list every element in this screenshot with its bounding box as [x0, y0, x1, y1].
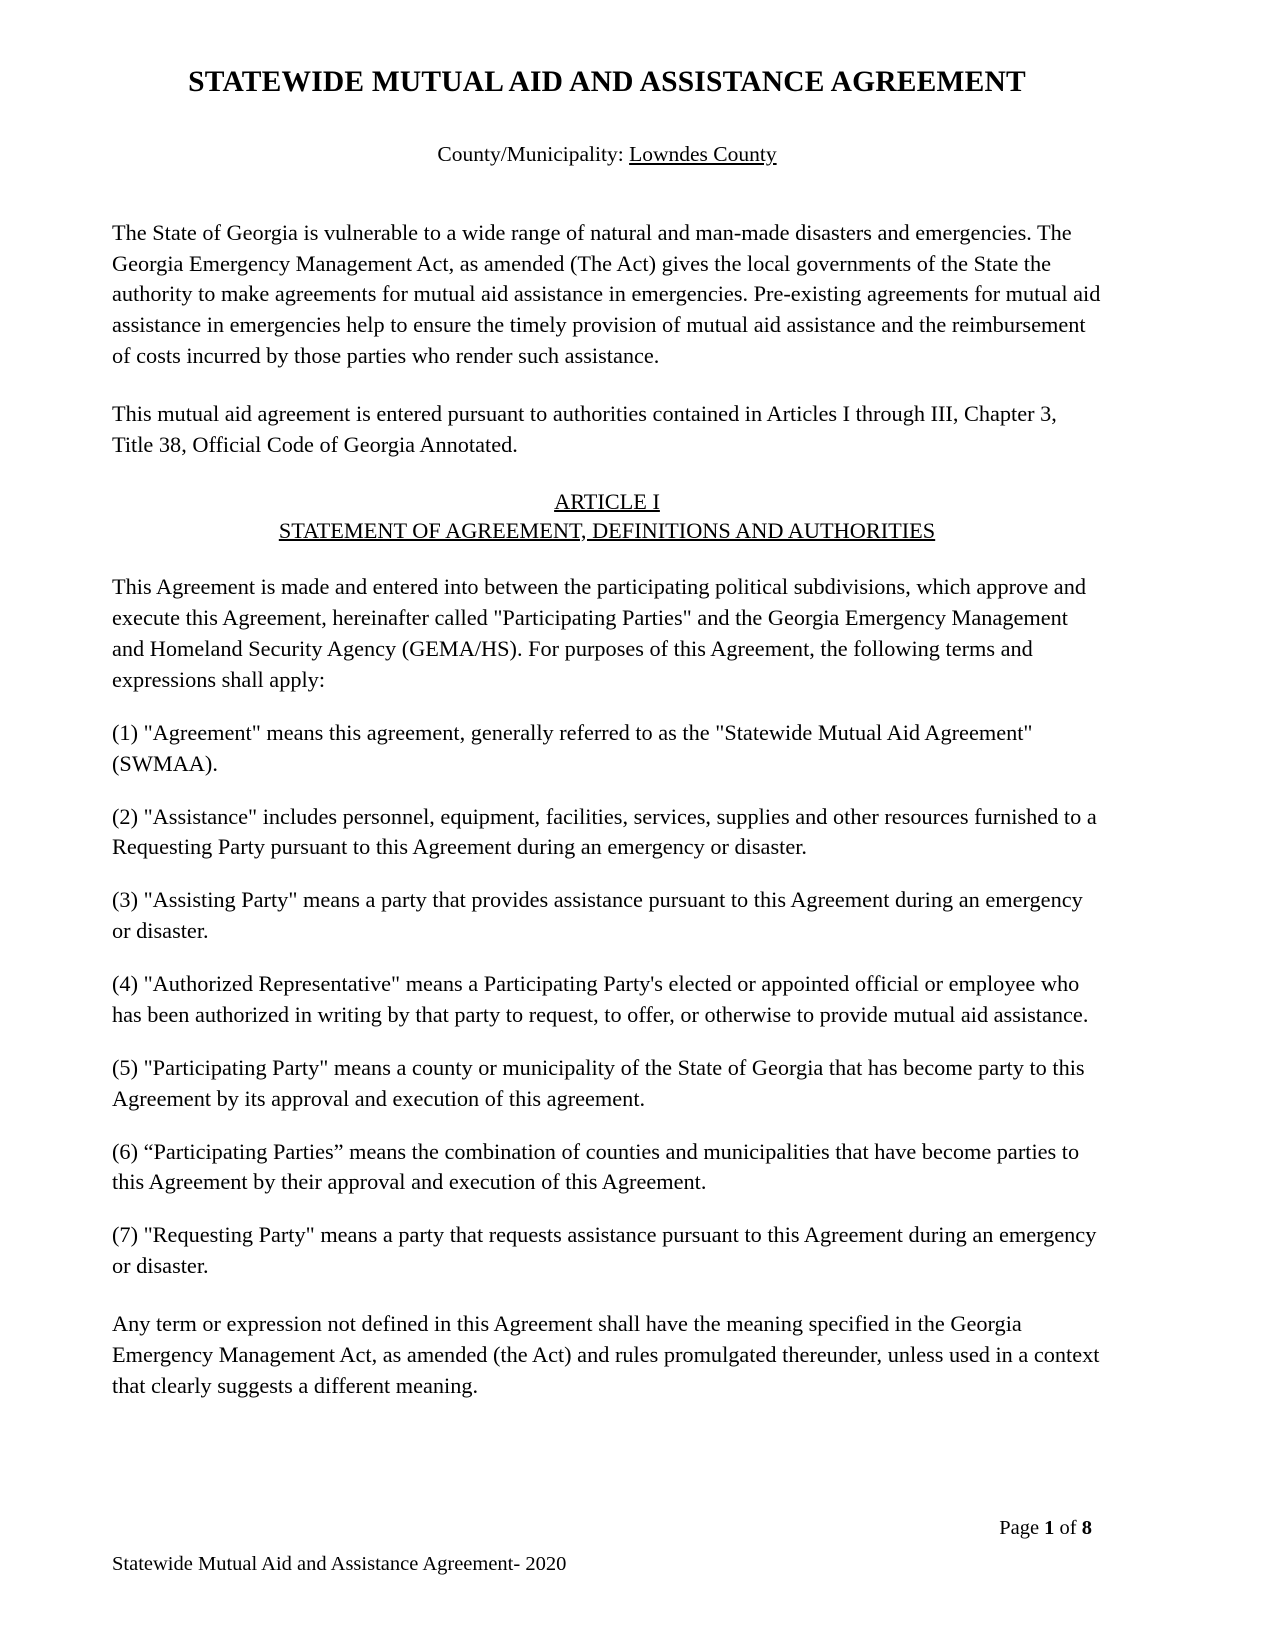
spacer [112, 947, 1102, 969]
article-closing-paragraph: Any term or expression not defined in this Agreement shall have the meaning specified in the Georgia Emergency Management Act, as amended (the Act) and rules promulgated thereunder, unless used in a context that clearly suggests a different meaning. [112, 1311, 1100, 1398]
county-municipality-label: County/Municipality: [437, 141, 624, 166]
page-number-indicator [999, 1517, 1092, 1540]
definition-item-3: (3) "Assisting Party" means a party that provides assistance pursuant to this Agreement during an emergency or disaster. [112, 887, 1083, 944]
article-intro-paragraph: This Agreement is made and entered into between the participating political subdivisions, which approve and execute this Agreement, hereinafter called "Participating Parties" and the Georgia Emergency Management and Homeland Security Agency (GEMA/HS). For purposes of this Agreement, the following terms and expressions shall apply: [112, 574, 1086, 692]
spacer [112, 372, 1102, 399]
spacer [112, 863, 1102, 885]
spacer [112, 1198, 1102, 1220]
definition-item-7: (7) "Requesting Party" means a party that requests assistance pursuant to this Agreement during an emergency or disaster. [112, 1222, 1097, 1279]
definition-item-1: (1) "Agreement" means this agreement, generally referred to as the "Statewide Mutual Aid Agreement" (SWMAA). [112, 719, 1033, 776]
spacer [112, 780, 1102, 802]
spacer [112, 696, 1102, 718]
spacer [112, 1031, 1102, 1053]
preamble-paragraph-1: The State of Georgia is vulnerable to a wide range of natural and man-made disasters and emergencies. The Georgia Emergency Management Act, as amended (The Act) gives the local governments of the State the authority to make agreements for mutual aid assistance in emergencies. Pre-existing agreements for mutual aid assistance in emergencies help to ensure the timely provision of mutual aid assistance and the reimbursement of costs incurred by those parties who render such assistance. [112, 219, 1101, 369]
definition-item-6: (6) “Participating Parties” means the combination of counties and municipalities that have become parties to this Agreement by their approval and execution of this Agreement. [112, 1138, 1080, 1195]
preamble-paragraph-2: This mutual aid agreement is entered pursuant to authorities contained in Articles I through III, Chapter 3, Title 38, Official Code of Georgia Annotated. [112, 401, 1057, 457]
county-municipality-line [112, 100, 1102, 168]
definition-item-4: (4) "Authorized Representative" means a Participating Party's elected or appointed official or employee who has been authorized in writing by that party to request, to offer, or otherwise to provide mutual aid assistance. [112, 971, 1089, 1027]
spacer [112, 1115, 1102, 1137]
article-number-text: ARTICLE I [554, 488, 660, 514]
spacer [112, 168, 1102, 218]
page-word-label: Page [999, 1517, 1040, 1539]
total-page-count: 8 [1081, 1517, 1092, 1539]
footer-document-name: Statewide Mutual Aid and Assistance Agreement- 2020 [112, 1553, 567, 1575]
county-municipality-value: Lowndes County [629, 141, 777, 166]
article-number-heading [112, 488, 1102, 517]
definition-item-2: (2) "Assistance" includes personnel, equipment, facilities, services, supplies and other resources furnished to a Requesting Party pursuant to this Agreement during an emergency or disaster. [112, 803, 1097, 860]
of-word-label: of [1059, 1517, 1077, 1539]
article-title-text: STATEMENT OF AGREEMENT, DEFINITIONS AND AUTHORITIES [278, 517, 936, 543]
spacer [112, 1282, 1102, 1309]
page-content [112, 0, 1102, 1402]
current-page-number: 1 [1044, 1517, 1055, 1539]
article-title-heading [112, 517, 1102, 546]
definition-item-5: (5) "Participating Party" means a county or municipality of the State of Georgia that has become party to this Agreement by its approval and execution of this agreement. [112, 1054, 1085, 1111]
page-footer [112, 1501, 1163, 1651]
page-title: STATEWIDE MUTUAL AID AND ASSISTANCE AGREEMENT [188, 66, 1026, 98]
spacer [112, 545, 1102, 572]
spacer [112, 461, 1102, 488]
